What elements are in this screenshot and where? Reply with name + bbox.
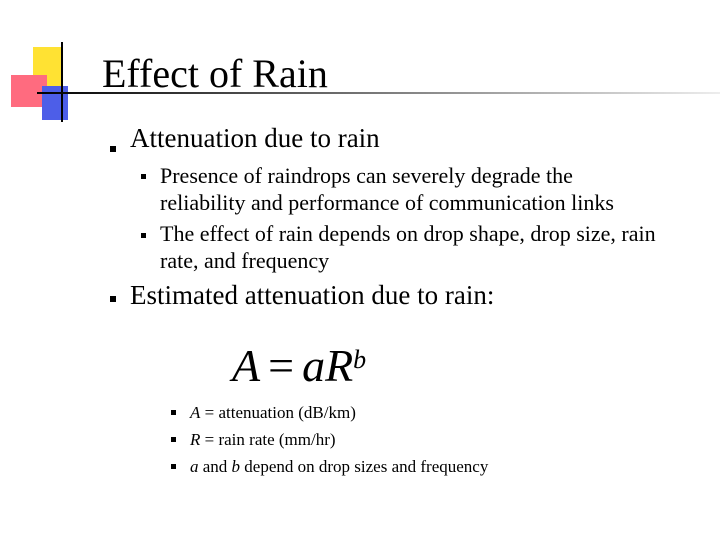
bullet-icon: [141, 233, 146, 238]
def-symbol: A: [190, 403, 201, 422]
sub-bullet-effect: The effect of rain depends on drop shape, drop size, rain: [160, 221, 656, 246]
bullet-icon: [171, 410, 176, 415]
bullet-icon: [171, 464, 176, 469]
formula-lhs: A: [232, 340, 261, 391]
def-symbol: b: [231, 457, 241, 476]
bullet-attenuation: Attenuation due to rain: [130, 123, 380, 153]
def-symbol: a: [190, 457, 199, 476]
formula-rhs: aR: [302, 340, 354, 391]
def-rain-rate: [190, 426, 336, 453]
decor-vertical-line: [61, 42, 63, 122]
bullet-icon: [141, 174, 146, 179]
slide-title: Effect of Rain: [102, 51, 328, 96]
bullet-icon: [110, 296, 116, 302]
bullet-estimated: Estimated attenuation due to rain:: [130, 280, 495, 310]
formula-equals: =: [268, 340, 295, 391]
rain-attenuation-formula: [232, 338, 366, 394]
def-coefficients: [190, 453, 488, 480]
sub-bullet-raindrops-cont: reliability and performance of communication links: [160, 190, 614, 215]
bullet-icon: [171, 437, 176, 442]
sub-bullet-raindrops: Presence of raindrops can severely degrade the: [160, 163, 573, 188]
def-text: = attenuation (dB/km): [200, 403, 356, 422]
formula-exponent: b: [353, 345, 367, 374]
def-symbol: R: [190, 430, 201, 449]
def-text: depend on drop sizes and frequency: [240, 457, 489, 476]
def-text: and: [198, 457, 232, 476]
sub-bullet-effect-cont: rate, and frequency: [160, 248, 330, 273]
def-text: = rain rate (mm/hr): [200, 430, 336, 449]
def-attenuation: [190, 399, 356, 426]
bullet-icon: [110, 146, 116, 152]
